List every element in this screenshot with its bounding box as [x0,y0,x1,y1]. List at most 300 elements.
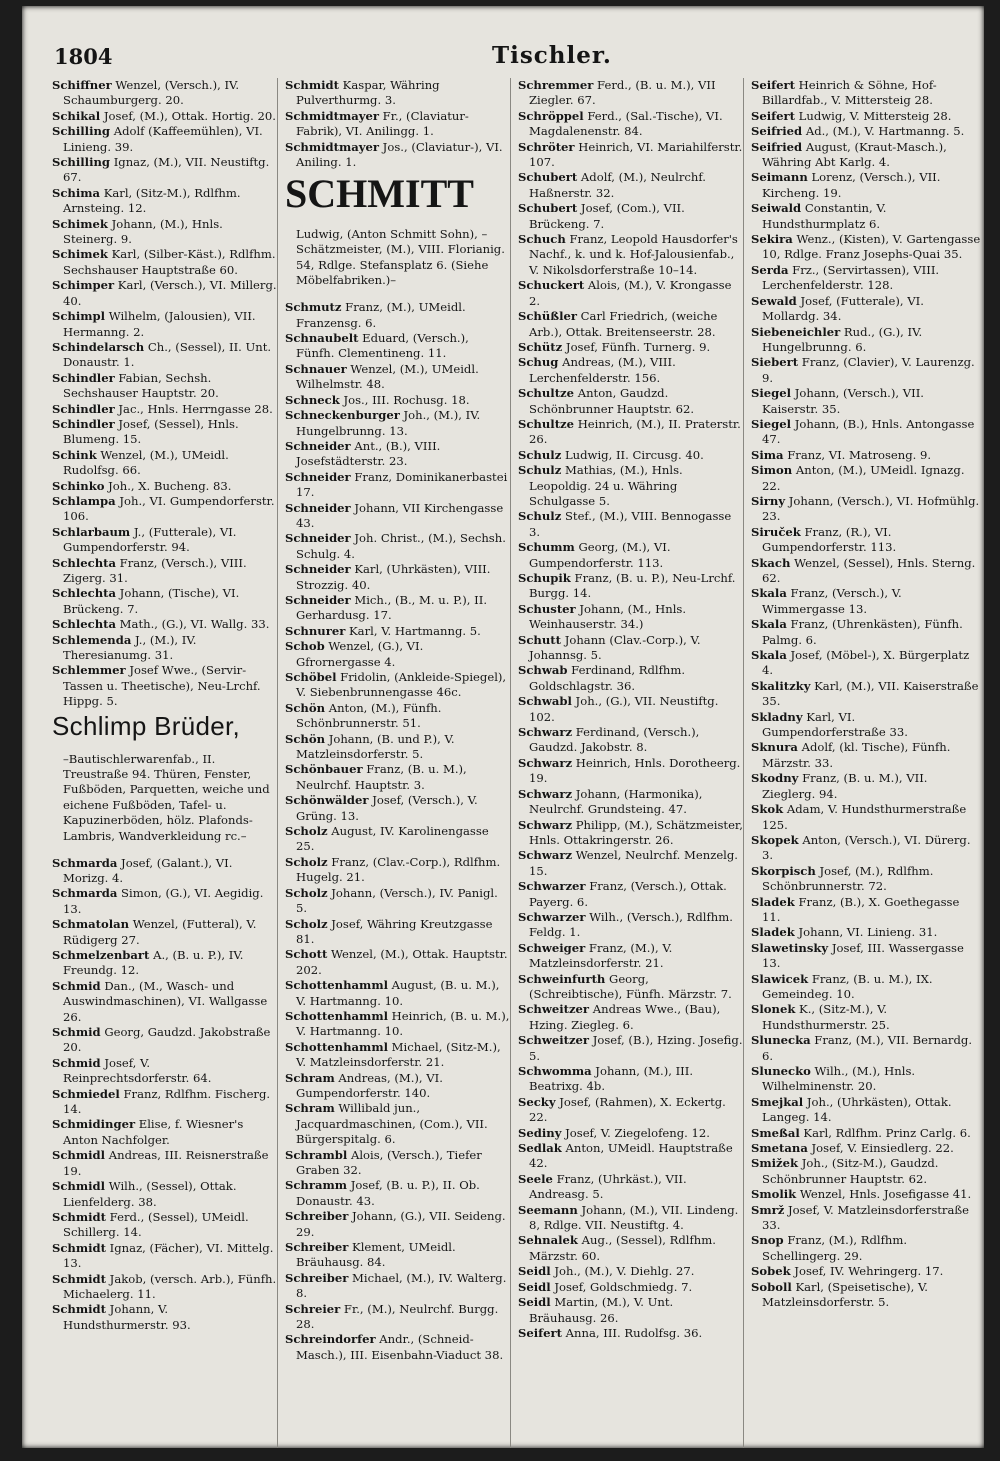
entry-surname: Smetana [751,1141,808,1156]
entry-details: Ludwig, V. Mittersteig 28. [794,108,952,123]
directory-entry [518,232,743,278]
entry-details: Franz, (Versch.), VIII. Zigerg. 31. [63,555,247,585]
entry-details: Wilh., (M.), Hnls. Wilhelminenstr. 20. [762,1064,916,1094]
entry-surname: Schultze [518,416,575,431]
entry-details: Constantin, V. Hundsthurmplatz 6. [762,201,887,231]
entry-surname: Schottenhamml [285,1039,388,1054]
entry-details: Franz, Dominikanerbastei 17. [296,469,508,500]
directory-entry [518,340,743,355]
directory-entry [518,602,743,633]
directory-entry [52,1117,277,1148]
directory-entry [285,670,510,701]
entry-details: Johann, (M.), Hnls. Steinerg. 9. [63,216,223,247]
directory-entry [518,1002,743,1033]
directory-entry [285,109,510,140]
entry-surname: Schreiber [285,1240,349,1255]
directory-entry [751,325,981,356]
directory-entry [518,540,743,571]
entry-details: Alois, (M.), V. Krongasse 2. [529,278,732,308]
directory-entry [518,1064,743,1095]
directory-entry [285,439,510,470]
entry-details: Dan., (M., Wasch- und Auswindmaschinen), VI. Wallgasse 26. [63,978,268,1024]
entry-surname: Seifert [518,1325,562,1340]
entry-surname: Schutt [518,632,562,647]
entry-details: Ludwig, II. Circusg. 40. [561,447,704,462]
entry-surname: Smolik [751,1187,797,1202]
entry-details: Mich., (B., M. u. P.), II. Gerhardusg. 17. [296,592,488,623]
entry-details: Josef, (Versch.), V. Grüng. 13. [296,793,478,823]
entry-details: Wenzel, (M.), UMeidl. Wilhelmstr. 48. [296,361,479,392]
directory-entry [52,525,277,556]
entry-surname: Seifried [751,124,803,139]
directory-entry [751,802,981,833]
directory-entry [518,1264,743,1279]
entry-details: Karl, V. Hartmanng. 5. [345,623,481,638]
entry-details: Johann (Clav.-Corp.), V. Johannsg. 5. [529,632,701,663]
entry-details: Josef, IV. Wehringerg. 17. [790,1264,944,1279]
display-heading: Schlimp Brüder, [52,710,241,741]
entry-surname: Sedlak [518,1141,562,1156]
entry-details: Anton, (M.), Fünfh. Schönbrunnerstr. 51. [296,700,442,731]
entry-surname: Schimek [52,216,108,231]
entry-details: August, (B. u. M.), V. Hartmanng. 10. [296,978,500,1008]
directory-entry [52,663,277,709]
entry-surname: Schwarz [518,786,573,801]
entry-surname: Skladny [751,709,803,724]
entry-details: Fridolin, (Ankleide-Spiegel), V. Siebenbrunnengasse 46c. [296,670,507,700]
directory-entry [285,300,510,331]
entry-surname: Skalitzky [751,678,811,693]
entry-surname: Secky [518,1094,556,1109]
directory-entry [518,633,743,664]
entry-surname: Skala [751,617,787,632]
entry-surname: Schmidt [52,1302,106,1317]
directory-entry [518,355,743,386]
entry-details: Ferd., (Sal.-Tische), VI. Magdalenenstr. 84. [529,108,723,139]
directory-entry [751,1002,981,1033]
entry-details: Ferdinand, Rdlfhm. Goldschlagstr. 36. [529,663,686,693]
directory-entry [52,247,277,278]
entry-details: Franz, (Clavier), V. Laurenzg. 9. [762,355,975,385]
display-entry-text: –Bautischlerwarenfab., II. Treustraße 94. Thüren, Fenster, Fußböden, Parquetten, weiche und eichene Fußböden, Tafel- u. Kapuzinerböden, hölz. Plafonds-Lambris, Wandverkleidung rc.– [63,751,270,843]
entry-surname: Schramm [285,1178,348,1193]
directory-entry [518,278,743,309]
directory-entry [518,1280,743,1295]
entry-details: Wilh., (Sessel), Ottak. Lienfelderg. 38. [63,1179,237,1209]
directory-entry [52,856,277,887]
entry-details: Karl, (Uhrkästen), VIII. Strozzig. 40. [296,562,491,592]
entry-surname: Schuckert [518,278,585,293]
entry-details: Franz, (B. u. M.), IX. Gemeindeg. 10. [762,971,933,1001]
entry-surname: Seiwald [751,201,802,216]
directory-entry [518,309,743,340]
entry-details: Wenzel, (G.), VI. Gfrornergasse 4. [296,639,424,669]
entry-surname: Seidl [518,1279,551,1294]
entry-surname: Seidl [518,1295,551,1310]
directory-entry [52,617,277,632]
entry-details: Josef, V. Reinprechtsdorferstr. 64. [63,1055,212,1086]
entry-surname: Schlarbaum [52,524,131,539]
entry-surname: Schlechta [52,555,116,570]
entry-surname: Scholz [285,916,328,931]
entry-surname: Schreiber [285,1209,349,1224]
entry-details: Joh., (M.), IV. Hungelbrunng. 13. [296,408,481,438]
directory-entry [518,848,743,879]
entry-details: Simon, (G.), VI. Aegidig. 13. [63,886,264,916]
entry-surname: Siebeneichler [751,324,841,339]
entry-details: Franz, (Versch.), Ottak. Payerg. 6. [529,879,727,909]
entry-surname: Schön [285,731,326,746]
directory-entry [751,586,981,617]
entry-details: Wenzel, (M.), UMeidl. Rudolfsg. 66. [63,447,229,478]
entry-details: Josef, (B.), Hzing. Josefig. 5. [529,1033,743,1063]
directory-entry [285,886,510,917]
entry-surname: Soboll [751,1279,792,1294]
entry-details: Ch., (Sessel), II. Unt. Donaustr. 1. [63,339,272,370]
entry-details: Mathias, (M.), Hnls. Leopoldig. 24 u. Währing Schulgasse 5. [529,463,683,508]
entry-surname: Skach [751,555,791,570]
entry-details: August, (Kraut-Masch.), Währing Abt Karlg. 4. [762,139,947,170]
entry-surname: Schulz [518,447,562,462]
entry-details: Philipp, (M.), Schätzmeister, Hnls. Ottakringerstr. 26. [529,817,743,847]
directory-entry [285,1009,510,1040]
directory-entry [751,1187,981,1202]
directory-entry [285,501,510,532]
directory-entry [285,1332,510,1363]
entry-details: Franz, (B. u. P.), Neu-Lrchf. Burgg. 14. [529,571,736,601]
directory-entry [518,1172,743,1203]
entry-details: Heinrich, (B. u. M.), V. Hartmanng. 10. [296,1008,510,1039]
entry-surname: Siegel [751,416,792,431]
entry-details: Adolf (Kaffeemühlen), VI. Linieng. 39. [63,124,263,154]
entry-surname: Schumm [518,540,575,555]
entry-details: A., (B. u. P.), IV. Freundg. 12. [63,948,244,978]
entry-surname: Schmelzenbart [52,948,150,963]
directory-entry [518,1141,743,1172]
entry-details: Martin, (M.), V. Unt. Bräuhausg. 26. [529,1295,674,1325]
directory-entry [518,1326,743,1341]
entry-surname: Schütz [518,339,563,354]
directory-entry [751,617,981,648]
entry-details: Aug., (Sessel), Rdlfhm. Märzstr. 60. [529,1233,716,1263]
entry-surname: Schmatolan [52,917,130,932]
entry-surname: Schlemmer [52,663,126,678]
entry-surname: Schmidl [52,1179,106,1194]
entry-details: Johann, VII Kirchengasse 43. [296,500,504,530]
directory-entry [52,556,277,587]
directory-entry [52,979,277,1025]
directory-entry [751,833,981,864]
entry-surname: Schmidt [52,1209,106,1224]
entry-surname: Schmutz [285,300,342,315]
directory-entry [285,1302,510,1333]
entry-surname: Schön [285,700,326,715]
entry-details: August, IV. Karolinengasse 25. [296,824,489,854]
directory-entry [518,879,743,910]
entry-surname: Schneck [285,392,340,407]
entry-surname: Schneckenburger [285,408,400,423]
display-heading: SCHMITT [285,171,474,217]
entry-surname: Schrambl [285,1147,348,1162]
entry-details: Elise, f. Wiesner's Anton Nachfolger. [63,1117,244,1147]
directory-entry [285,732,510,763]
entry-surname: Schmiedel [52,1086,120,1101]
entry-surname: Siruček [751,524,801,539]
entry-surname: Slonek [751,1002,796,1017]
entry-details: Johann, (M.), III. Beatrixg. 4b. [529,1064,694,1094]
directory-entry [751,232,981,263]
directory-entry [52,494,277,525]
directory-entry [285,762,510,793]
directory-entry [751,1095,981,1126]
entry-surname: Skok [751,802,784,817]
entry-surname: Sknura [751,740,798,755]
entry-details: Joh., VI. Gumpendorferstr. 106. [63,493,275,524]
entry-surname: Seimann [751,170,808,185]
entry-surname: Schmidinger [52,1117,136,1132]
entry-details: Heinrich, VI. Mariahilferstr. 107. [529,139,743,170]
entry-surname: Siebert [751,355,799,370]
entry-details: Adam, V. Hundsthurmerstraße 125. [762,802,967,832]
entry-surname: Schneider [285,531,351,546]
entry-surname: Schmarda [52,886,118,901]
entry-details: Josef, III. Wassergasse 13. [762,940,964,971]
directory-entry [285,1148,510,1179]
directory-entry [285,947,510,978]
directory-entry [751,710,981,741]
entry-surname: Schindler [52,416,115,431]
entry-details: Georg, Gaudzd. Jakobstraße 20. [63,1025,271,1055]
entry-details: Ignaz, (M.), VII. Neustiftg. 67. [63,155,270,185]
entry-details: J., (Futterale), VI. Gumpendorferstr. 94. [63,524,237,555]
directory-entry [518,1126,743,1141]
directory-entry [751,941,981,972]
entry-details: Jakob, (versch. Arb.), Fünfh. Michaelerg. 11. [63,1271,277,1301]
entry-surname: Seemann [518,1202,578,1217]
entry-details: Georg, (M.), VI. Gumpendorferstr. 113. [529,540,671,570]
entry-details: Franz, Leopold Hausdorfer's Nachf., k. und k. Hof-Jalousienfab., V. Nikolsdorferstraße 10–14. [529,232,738,277]
directory-entry [751,648,981,679]
directory-entry [751,355,981,386]
entry-details: Jac., Hnls. Herrngasse 28. [114,401,273,416]
directory-entry [52,309,277,340]
entry-details: Anton, Gaudzd. Schönbrunner Hauptstr. 62. [529,386,695,416]
directory-entry [518,1095,743,1126]
directory-entry [52,417,277,448]
entry-details: Josef, (Rahmen), X. Eckertg. 22. [529,1094,726,1125]
directory-entry [751,1156,981,1187]
directory-entry [285,531,510,562]
directory-entry [52,917,277,948]
entry-surname: Schmid [52,978,101,993]
entry-surname: Schlemenda [52,632,132,647]
directory-entry [52,155,277,186]
entry-surname: Scholz [285,824,328,839]
entry-surname: Schüßler [518,309,577,324]
entry-surname: Schlampa [52,493,116,508]
directory-entry [52,1241,277,1272]
entry-surname: Slawicek [751,971,809,986]
entry-surname: Schupik [518,571,571,585]
entry-details: Josef, Währing Kreutzgasse 81. [296,916,493,946]
entry-details: Andreas, III. Reisnerstraße 19. [63,1148,269,1178]
directory-entry [751,1126,981,1141]
entry-surname: Scholz [285,885,328,900]
entry-details: Wenzel, (Versch.), IV. Schaumburgerg. 20. [63,78,240,108]
entry-surname: Schreiber [285,1270,349,1285]
column-2 [285,78,511,1448]
entry-surname: Schnauer [285,361,347,376]
entry-details: Anton, UMeidl. Hauptstraße 42. [529,1141,733,1171]
directory-entry [751,1141,981,1156]
entry-surname: Smejkal [751,1094,804,1109]
entry-surname: Schulz [518,463,562,478]
directory-entry [285,593,510,624]
directory-entry [518,201,743,232]
entry-details: J., (M.), IV. Theresianumg. 31. [63,632,197,663]
entry-details: Michael, (M.), IV. Walterg. 8. [296,1270,507,1301]
directory-entry [751,263,981,294]
entry-details: Franz, (M.), Rdlfhm. Schellingerg. 29. [762,1233,908,1263]
page-number: 1804 [54,44,113,69]
directory-entry [751,78,981,109]
directory-entry [518,1295,743,1326]
directory-entry [518,417,743,448]
entry-surname: Skopek [751,832,799,847]
directory-entry [751,771,981,802]
entry-details: Anton, (Versch.), VI. Dürerg. 3. [762,832,971,863]
entry-details: Franz, (Uhrkäst.), VII. Andreasg. 5. [529,1171,687,1202]
entry-details: Heinrich, Hnls. Dorotheerg. 19. [529,755,741,786]
directory-entry [751,1264,981,1279]
entry-details: Josef, (M.), Rdlfhm. Schönbrunnerstr. 72. [762,863,934,894]
entry-details: Franz, (M.), V. Matzleinsdorferstr. 21. [529,940,673,971]
entry-details: Karl, (Versch.), VI. Millerg. 40. [63,278,277,308]
entry-details: Andreas, (M.), VI. Gumpendorferstr. 140. [296,1070,443,1100]
directory-entry [285,855,510,886]
entry-surname: Schulz [518,509,562,524]
entry-details: Franz, Rdlfhm. Fischerg. 14. [63,1086,271,1117]
entry-details: Josef, V. Matzleinsdorferstraße 33. [762,1202,969,1233]
directory-entry [751,294,981,325]
entry-details: Franz, (B. u. M.), Neulrchf. Hauptstr. 3. [296,762,467,792]
entry-details: Wenzel, (Sessel), Hnls. Sterng. 62. [762,555,976,585]
directory-entry [52,109,277,124]
entry-surname: Simon [751,463,793,478]
entry-details: Franz, (M.), UMeidl. Franzensg. 6. [296,300,466,330]
entry-details: Josef, (B. u. P.), II. Ob. Donaustr. 43. [296,1178,480,1208]
entry-surname: Sewald [751,293,797,308]
entry-details: Fabian, Sechsh. Sechshauser Hauptstr. 20. [63,370,219,401]
directory-entry [751,864,981,895]
entry-surname: Schmidt [285,78,339,92]
directory-entry [751,556,981,587]
entry-surname: Schmidl [52,1148,106,1163]
directory-entry [751,895,981,926]
directory-entry [52,186,277,217]
entry-details: Ant., (B.), VIII. Josefstädterstr. 23. [296,438,441,469]
entry-details: Joh., (Uhrkästen), Ottak. Langeg. 14. [762,1094,952,1125]
entry-surname: Schmidt [52,1240,106,1255]
directory-entry [518,386,743,417]
directory-entry [751,525,981,556]
directory-entry [751,463,981,494]
entry-surname: Schwabl [518,694,572,709]
entry-surname: Schröter [518,139,575,154]
directory-entry [751,140,981,171]
running-head: Tischler. [492,42,612,69]
entry-details: Anton, (M.), UMeidl. Ignazg. 22. [762,463,965,493]
entry-surname: Schneider [285,469,351,484]
directory-entry [52,1272,277,1303]
entry-surname: Schneider [285,592,351,607]
directory-entry [518,787,743,818]
directory-entry [751,417,981,448]
entry-surname: Seifert [751,78,795,92]
entry-details: Josef, Goldschmiedg. 7. [550,1279,693,1294]
entry-surname: Schimek [52,247,108,262]
entry-surname: Serda [751,262,789,277]
entry-surname: Schram [285,1070,335,1085]
directory-entry [285,331,510,362]
entry-surname: Schmarda [52,855,118,870]
entry-surname: Schreier [285,1301,341,1316]
directory-entry [518,509,743,540]
directory-entry [751,1203,981,1234]
entry-details: Carl Friedrich, (weiche Arb.), Ottak. Breitenseerstr. 28. [529,309,718,339]
entry-details: Karl, (Speisetische), V. Matzleinsdorferstr. 5. [762,1279,928,1310]
directory-entry [52,479,277,494]
directory-entry [285,140,510,171]
entry-surname: Schindler [52,401,115,416]
entry-details: Michael, (Sitz-M.), V. Matzleinsdorferstr. 21. [296,1039,501,1070]
entry-surname: Schultze [518,386,575,401]
entry-details: Johann, (Tische), VI. Brückeng. 7. [63,586,240,616]
directory-entry [52,1148,277,1179]
entry-details: Karl, VI. Gumpendorferstraße 33. [762,709,908,740]
entry-surname: Skala [751,648,787,663]
entry-surname: Schwarz [518,848,573,863]
directory-entry [518,1233,743,1264]
entry-surname: Schneider [285,438,351,453]
entry-details: Wenz., (Kisten), V. Gartengasse 10, Rdlge. Franz Josephs-Quai 35. [762,232,981,262]
entry-details: Johann, VI. Linieng. 31. [794,925,938,940]
directory-entry [751,925,981,940]
entry-surname: Schott [285,947,328,962]
entry-details: Franz, (Versch.), V. Wimmergasse 13. [762,586,902,616]
directory-entry [751,1233,981,1264]
directory-entry [52,340,277,371]
directory-page [22,6,984,1448]
entry-details: Johann, (B.), Hnls. Antongasse 47. [762,416,975,447]
entry-details: Wilhelm, (Jalousien), VII. Hermanng. 2. [63,309,256,339]
entry-surname: Schöbel [285,670,337,684]
entry-details: Stef., (M.), VIII. Bennogasse 3. [529,509,732,539]
directory-entry [285,639,510,670]
directory-entry [285,1040,510,1071]
entry-details: Ad., (M.), V. Hartmanng. 5. [802,124,965,139]
directory-entry [52,78,277,109]
directory-entry [285,1209,510,1240]
entry-surname: Schimpl [52,309,106,324]
directory-entry [518,818,743,849]
directory-entry [518,725,743,756]
entry-details: Willibald jun., Jacquardmaschinen, (Com.), VII. Bürgerspitalg. 6. [296,1101,488,1147]
entry-surname: Schwarz [518,755,573,770]
entry-details: Joh., (G.), VII. Neustiftg. 102. [529,694,719,724]
directory-entry [52,217,277,248]
entry-details: Josef, (Sessel), Hnls. Blumeng. 15. [63,416,239,447]
